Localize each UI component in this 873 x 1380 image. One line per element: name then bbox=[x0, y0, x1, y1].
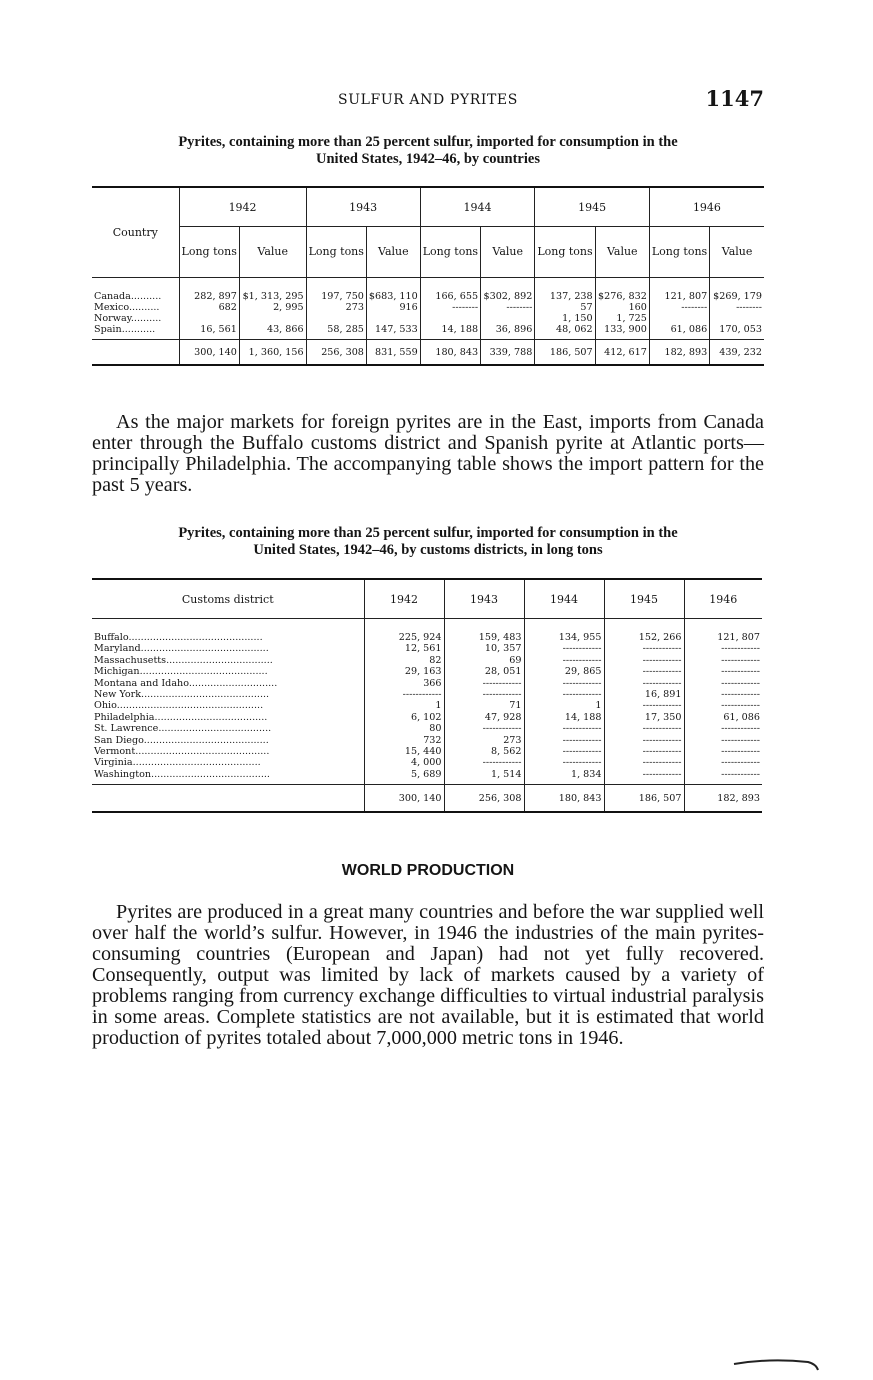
district-cell bbox=[92, 666, 364, 677]
total-row bbox=[92, 340, 764, 366]
district-name: Washington bbox=[94, 768, 152, 780]
leader-dots: .......................................... bbox=[141, 689, 270, 701]
district-name: San Diego bbox=[94, 734, 144, 746]
data-cell: 82 bbox=[364, 655, 444, 666]
district-name: Vermont bbox=[94, 746, 136, 758]
total-row bbox=[92, 785, 762, 813]
total-cell: 439, 232 bbox=[710, 340, 764, 366]
long-tons-header: Long tons bbox=[649, 227, 709, 278]
data-cell: 43, 866 bbox=[239, 324, 306, 340]
data-cell: 121, 807 bbox=[649, 278, 709, 303]
data-cell: 282, 897 bbox=[179, 278, 239, 303]
table-row bbox=[92, 700, 762, 711]
value-header: Value bbox=[366, 227, 420, 278]
table2-caption-line2: United States, 1942–46, by customs districts, in long tons bbox=[253, 542, 603, 558]
data-cell: 134, 955 bbox=[524, 619, 604, 644]
table-row bbox=[92, 689, 762, 700]
year-header-1945: 1945 bbox=[535, 187, 650, 227]
table-row bbox=[92, 735, 762, 746]
district-year-header-1944: 1944 bbox=[524, 579, 604, 619]
data-cell: $683, 110 bbox=[366, 278, 420, 303]
data-cell: ------------ bbox=[524, 746, 604, 757]
data-cell: ------------ bbox=[444, 689, 524, 700]
data-cell: ------------ bbox=[524, 643, 604, 654]
data-cell: ------------ bbox=[604, 769, 684, 785]
imports-by-country-table bbox=[92, 186, 764, 366]
data-cell: $302, 892 bbox=[481, 278, 535, 303]
district-name: Philadelphia bbox=[94, 711, 155, 723]
data-cell: ------------ bbox=[684, 678, 762, 689]
data-cell: ------------ bbox=[684, 689, 762, 700]
data-cell bbox=[366, 313, 420, 324]
total-cell: 182, 893 bbox=[684, 785, 762, 813]
country-name: Spain bbox=[94, 324, 122, 335]
district-cell bbox=[92, 769, 364, 785]
data-cell: ------------ bbox=[684, 769, 762, 785]
country-cell bbox=[92, 324, 179, 340]
data-cell: ------------ bbox=[524, 723, 604, 734]
district-name: New York bbox=[94, 689, 142, 701]
data-cell: 29, 865 bbox=[524, 666, 604, 677]
data-cell bbox=[306, 313, 366, 324]
table-row bbox=[92, 324, 764, 340]
country-cell bbox=[92, 313, 179, 324]
data-cell: 273 bbox=[444, 735, 524, 746]
data-cell: 10, 357 bbox=[444, 643, 524, 654]
district-cell bbox=[92, 712, 364, 723]
data-cell: 57 bbox=[535, 302, 595, 313]
leader-dots: ....................................... bbox=[151, 768, 270, 780]
data-cell: 69 bbox=[444, 655, 524, 666]
data-cell bbox=[710, 313, 764, 324]
table-row bbox=[92, 619, 762, 644]
data-cell: 4, 000 bbox=[364, 757, 444, 768]
data-cell: ------------ bbox=[604, 643, 684, 654]
data-cell: ------------ bbox=[684, 735, 762, 746]
value-header: Value bbox=[595, 227, 649, 278]
district-cell bbox=[92, 723, 364, 734]
data-cell: 133, 900 bbox=[595, 324, 649, 340]
data-cell: 916 bbox=[366, 302, 420, 313]
data-cell: ------------ bbox=[524, 757, 604, 768]
data-cell: ------------ bbox=[604, 757, 684, 768]
district-cell bbox=[92, 757, 364, 768]
data-cell: ------------ bbox=[684, 655, 762, 666]
total-cell: 1, 360, 156 bbox=[239, 340, 306, 366]
world-production-heading: WORLD PRODUCTION bbox=[341, 862, 515, 879]
table-row bbox=[92, 655, 762, 666]
data-cell: 71 bbox=[444, 700, 524, 711]
total-cell: 256, 308 bbox=[444, 785, 524, 813]
data-cell: ------------ bbox=[444, 723, 524, 734]
data-cell: 273 bbox=[306, 302, 366, 313]
data-cell: 1, 725 bbox=[595, 313, 649, 324]
page-number: 1147 bbox=[705, 86, 764, 111]
table-row bbox=[92, 302, 764, 313]
data-cell: -------- bbox=[649, 302, 709, 313]
data-cell: 16, 891 bbox=[604, 689, 684, 700]
long-tons-header: Long tons bbox=[306, 227, 366, 278]
data-cell: -------- bbox=[420, 302, 480, 313]
data-cell: 2, 995 bbox=[239, 302, 306, 313]
leader-dots: .......................................... bbox=[132, 757, 261, 769]
district-year-header-1943: 1943 bbox=[444, 579, 524, 619]
district-cell bbox=[92, 655, 364, 666]
table2-caption-line1: Pyrites, containing more than 25 percent sulfur, imported for consumption in the bbox=[178, 525, 678, 541]
leader-dots: ..................................... bbox=[158, 723, 272, 735]
data-cell: -------- bbox=[710, 302, 764, 313]
district-name: St. Lawrence bbox=[94, 723, 159, 735]
district-cell bbox=[92, 619, 364, 644]
imports-by-district-table bbox=[92, 578, 762, 813]
data-cell: 16, 561 bbox=[179, 324, 239, 340]
data-cell: 14, 188 bbox=[420, 324, 480, 340]
data-cell bbox=[420, 313, 480, 324]
data-cell: ------------ bbox=[684, 643, 762, 654]
district-name: Massachusetts bbox=[94, 654, 167, 666]
table-row bbox=[92, 757, 762, 768]
district-cell bbox=[92, 746, 364, 757]
country-cell bbox=[92, 278, 179, 303]
total-cell: 186, 507 bbox=[535, 340, 595, 366]
data-cell: 197, 750 bbox=[306, 278, 366, 303]
leader-dots: .......................................... bbox=[140, 643, 269, 655]
data-cell: ------------ bbox=[604, 678, 684, 689]
data-cell: ------------ bbox=[524, 655, 604, 666]
value-header: Value bbox=[481, 227, 535, 278]
table-row bbox=[92, 313, 764, 324]
data-cell: 137, 238 bbox=[535, 278, 595, 303]
total-cell: 180, 843 bbox=[420, 340, 480, 366]
data-cell: 1 bbox=[364, 700, 444, 711]
data-cell: ------------ bbox=[684, 666, 762, 677]
total-cell: 256, 308 bbox=[306, 340, 366, 366]
table-row bbox=[92, 666, 762, 677]
imports-pattern-paragraph: As the major markets for foreign pyrites are in the East, imports from Canada enter through the Buffalo customs district and Spanish pyrite at Atlantic ports—principally Philadelphia. The accompanying table shows the import pattern for the past 5 years. bbox=[92, 411, 764, 496]
data-cell: ------------ bbox=[684, 757, 762, 768]
long-tons-header: Long tons bbox=[179, 227, 239, 278]
year-header-1943: 1943 bbox=[306, 187, 420, 227]
table-row bbox=[92, 643, 762, 654]
data-cell: 17, 350 bbox=[604, 712, 684, 723]
data-cell: ------------ bbox=[604, 655, 684, 666]
district-cell bbox=[92, 678, 364, 689]
data-cell: 225, 924 bbox=[364, 619, 444, 644]
data-cell bbox=[179, 313, 239, 324]
data-cell: 61, 086 bbox=[684, 712, 762, 723]
table-row bbox=[92, 278, 764, 303]
data-cell: $276, 832 bbox=[595, 278, 649, 303]
total-cell: 180, 843 bbox=[524, 785, 604, 813]
data-cell: ------------ bbox=[604, 700, 684, 711]
district-cell bbox=[92, 700, 364, 711]
district-column-header: Customs district bbox=[92, 579, 364, 619]
district-cell bbox=[92, 643, 364, 654]
data-cell: ------------ bbox=[524, 678, 604, 689]
data-cell: 166, 655 bbox=[420, 278, 480, 303]
data-cell: 6, 102 bbox=[364, 712, 444, 723]
data-cell: 366 bbox=[364, 678, 444, 689]
data-cell: 48, 062 bbox=[535, 324, 595, 340]
leader-dots: ............................................ bbox=[128, 632, 263, 643]
data-cell: ------------ bbox=[604, 746, 684, 757]
data-cell: 147, 533 bbox=[366, 324, 420, 340]
data-cell: 1, 834 bbox=[524, 769, 604, 785]
table2-caption bbox=[92, 525, 764, 559]
data-cell bbox=[239, 313, 306, 324]
district-year-header-1945: 1945 bbox=[604, 579, 684, 619]
table-row bbox=[92, 712, 762, 723]
data-cell: ------------ bbox=[364, 689, 444, 700]
leader-dots: .......... bbox=[130, 291, 162, 302]
data-cell: 58, 285 bbox=[306, 324, 366, 340]
data-cell: 732 bbox=[364, 735, 444, 746]
total-cell: 831, 559 bbox=[366, 340, 420, 366]
total-cell: 182, 893 bbox=[649, 340, 709, 366]
total-cell: 300, 140 bbox=[179, 340, 239, 366]
value-header: Value bbox=[239, 227, 306, 278]
total-cell: 412, 617 bbox=[595, 340, 649, 366]
data-cell: $1, 313, 295 bbox=[239, 278, 306, 303]
data-cell: 29, 163 bbox=[364, 666, 444, 677]
table1-caption-line1: Pyrites, containing more than 25 percent sulfur, imported for consumption in the bbox=[178, 134, 678, 150]
data-cell: 160 bbox=[595, 302, 649, 313]
year-header-1946: 1946 bbox=[649, 187, 764, 227]
value-header: Value bbox=[710, 227, 764, 278]
data-cell: ------------ bbox=[524, 689, 604, 700]
data-cell: 15, 440 bbox=[364, 746, 444, 757]
world-production-paragraph: Pyrites are produced in a great many countries and before the war supplied well over half the world’s sulfur. However, in 1946 the industries of the main pyrites-consuming countries (European and Japan) had not yet fully recovered. Consequently, output was limited by lack of markets caused by a variety of problems ranging from currency exchange difficulties to virtual industrial paralysis in some areas. Complete statistics are not available, but it is estimated that world production of pyrites totaled about 7,000,000 metric tons in 1946. bbox=[92, 901, 764, 1049]
district-year-header-1942: 1942 bbox=[364, 579, 444, 619]
country-column-header: Country bbox=[92, 187, 179, 278]
data-cell: ------------ bbox=[684, 746, 762, 757]
data-cell: 61, 086 bbox=[649, 324, 709, 340]
total-cell: 339, 788 bbox=[481, 340, 535, 366]
leader-dots: ............................................ bbox=[135, 746, 270, 758]
table-row bbox=[92, 723, 762, 734]
data-cell: ------------ bbox=[444, 678, 524, 689]
data-cell: ------------ bbox=[604, 666, 684, 677]
data-cell: ------------ bbox=[684, 723, 762, 734]
leader-dots: ................................................ bbox=[116, 700, 264, 712]
long-tons-header: Long tons bbox=[535, 227, 595, 278]
table1-caption-line2: United States, 1942–46, by countries bbox=[316, 151, 540, 167]
data-cell: 682 bbox=[179, 302, 239, 313]
table1-caption bbox=[92, 134, 764, 168]
leader-dots: ........... bbox=[121, 324, 156, 335]
pen-mark bbox=[730, 1350, 825, 1374]
total-label-cell bbox=[92, 785, 364, 813]
leader-dots: ..................................... bbox=[154, 711, 268, 723]
data-cell: -------- bbox=[481, 302, 535, 313]
leader-dots: ................................... bbox=[166, 654, 273, 666]
data-cell: 47, 928 bbox=[444, 712, 524, 723]
district-cell bbox=[92, 735, 364, 746]
data-cell: 1, 150 bbox=[535, 313, 595, 324]
data-cell: 36, 896 bbox=[481, 324, 535, 340]
district-name: Buffalo bbox=[94, 632, 129, 643]
data-cell: 5, 689 bbox=[364, 769, 444, 785]
data-cell: 152, 266 bbox=[604, 619, 684, 644]
data-cell: ------------ bbox=[524, 735, 604, 746]
data-cell: 12, 561 bbox=[364, 643, 444, 654]
year-header-1942: 1942 bbox=[179, 187, 306, 227]
table-row bbox=[92, 746, 762, 757]
district-year-header-1946: 1946 bbox=[684, 579, 762, 619]
data-cell: 1, 514 bbox=[444, 769, 524, 785]
district-name: Virginia bbox=[94, 757, 133, 769]
leader-dots: .......... bbox=[128, 302, 160, 313]
data-cell: 1 bbox=[524, 700, 604, 711]
data-cell: 170, 053 bbox=[710, 324, 764, 340]
data-cell: 28, 051 bbox=[444, 666, 524, 677]
data-cell bbox=[649, 313, 709, 324]
data-cell: 80 bbox=[364, 723, 444, 734]
data-cell: ------------ bbox=[444, 757, 524, 768]
data-cell: $269, 179 bbox=[710, 278, 764, 303]
district-name: Maryland bbox=[94, 643, 141, 655]
running-title: SULFUR AND PYRITES bbox=[338, 92, 518, 108]
data-cell: 14, 188 bbox=[524, 712, 604, 723]
data-cell bbox=[481, 313, 535, 324]
leader-dots: .......... bbox=[130, 313, 162, 324]
data-cell: 121, 807 bbox=[684, 619, 762, 644]
total-label-cell bbox=[92, 340, 179, 366]
data-cell: 159, 483 bbox=[444, 619, 524, 644]
leader-dots: ............................. bbox=[188, 677, 278, 689]
country-name: Norway bbox=[94, 313, 131, 324]
leader-dots: .......................................... bbox=[139, 666, 268, 678]
data-cell: ------------ bbox=[604, 723, 684, 734]
long-tons-header: Long tons bbox=[420, 227, 480, 278]
running-head bbox=[92, 86, 764, 116]
district-name: Montana and Idaho bbox=[94, 677, 189, 689]
leader-dots: ......................................... bbox=[143, 734, 269, 746]
district-name: Ohio bbox=[94, 700, 117, 712]
district-cell bbox=[92, 689, 364, 700]
table-row bbox=[92, 678, 762, 689]
country-name: Canada bbox=[94, 291, 131, 302]
data-cell: ------------ bbox=[684, 700, 762, 711]
year-header-1944: 1944 bbox=[420, 187, 535, 227]
district-name: Michigan bbox=[94, 666, 140, 678]
country-cell bbox=[92, 302, 179, 313]
country-name: Mexico bbox=[94, 302, 129, 313]
total-cell: 300, 140 bbox=[364, 785, 444, 813]
data-cell: ------------ bbox=[604, 735, 684, 746]
table-row bbox=[92, 769, 762, 785]
data-cell: 8, 562 bbox=[444, 746, 524, 757]
total-cell: 186, 507 bbox=[604, 785, 684, 813]
